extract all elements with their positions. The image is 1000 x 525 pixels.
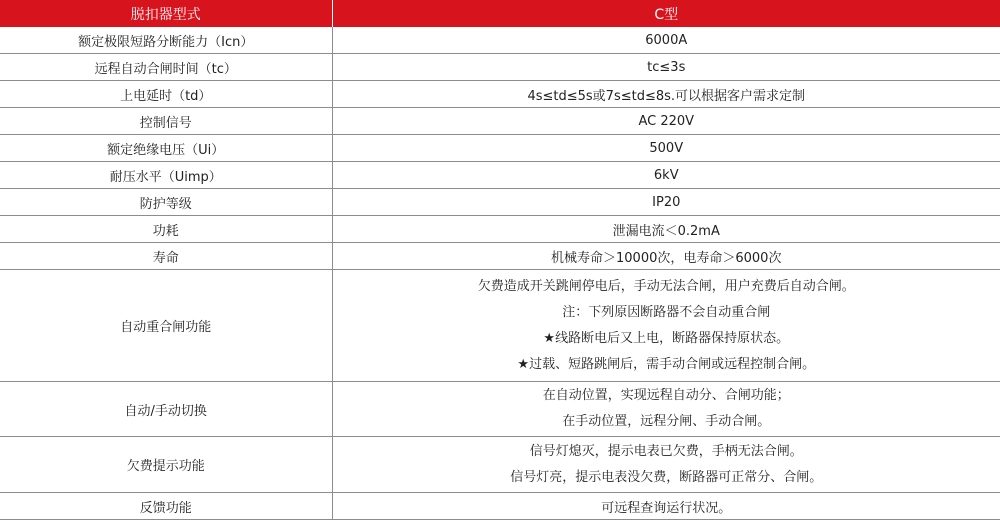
row-label: 远程自动合闸时间（tc） bbox=[0, 54, 332, 81]
row-value: 可远程查询运行状况。 bbox=[332, 493, 1000, 520]
row-label: 自动/手动切换 bbox=[0, 382, 332, 437]
row-value-line: 信号灯亮，提示电表没欠费，断路器可正常分、合闸。 bbox=[510, 469, 823, 485]
header-col-trip-type: 脱扣器型式 bbox=[0, 0, 332, 27]
row-value: 6000A bbox=[332, 27, 1000, 54]
row-value-line: ★过载、短路跳闸后，需手动合闸或远程控制合闸。 bbox=[517, 356, 816, 372]
table-row bbox=[0, 243, 1000, 270]
table-row bbox=[0, 81, 1000, 108]
row-value-multiline bbox=[332, 382, 1000, 437]
row-value-line: 信号灯熄灭，提示电表已欠费，手柄无法合闸。 bbox=[529, 443, 803, 459]
row-label: 耐压水平（Uimp） bbox=[0, 162, 332, 189]
table-row bbox=[0, 54, 1000, 81]
row-value: tc≤3s bbox=[332, 54, 1000, 81]
row-value: 6kV bbox=[332, 162, 1000, 189]
table-row-arrears bbox=[0, 437, 1000, 493]
row-label: 控制信号 bbox=[0, 108, 332, 135]
table-row bbox=[0, 162, 1000, 189]
table-row bbox=[0, 108, 1000, 135]
table-row-auto-manual bbox=[0, 382, 1000, 437]
row-value: IP20 bbox=[332, 189, 1000, 216]
table-row bbox=[0, 27, 1000, 54]
row-label: 欠费提示功能 bbox=[0, 437, 332, 493]
row-value-line: 欠费造成开关跳闸停电后，手动无法合闸，用户充费后自动合闸。 bbox=[477, 278, 855, 294]
row-label: 反馈功能 bbox=[0, 493, 332, 520]
row-label: 自动重合闸功能 bbox=[0, 270, 332, 382]
row-value-line: 在自动位置，实现远程自动分、合闸功能； bbox=[542, 388, 790, 403]
table-row bbox=[0, 135, 1000, 162]
row-value: 泄漏电流＜0.2mA bbox=[332, 216, 1000, 243]
row-label: 功耗 bbox=[0, 216, 332, 243]
row-label: 防护等级 bbox=[0, 189, 332, 216]
table-row-feedback bbox=[0, 493, 1000, 520]
row-value: 500V bbox=[332, 135, 1000, 162]
row-value-line: 在手动位置，远程分闸、手动合闸。 bbox=[562, 414, 771, 429]
row-label: 寿命 bbox=[0, 243, 332, 270]
row-value-line: 注：下列原因断路器不会自动重合闸 bbox=[562, 304, 771, 320]
row-value: 机械寿命＞10000次，电寿命＞6000次 bbox=[332, 243, 1000, 270]
table-row bbox=[0, 189, 1000, 216]
table-header-row bbox=[0, 0, 1000, 27]
table-row-auto-reclose bbox=[0, 270, 1000, 382]
row-value: AC 220V bbox=[332, 108, 1000, 135]
row-label: 额定绝缘电压（Ui） bbox=[0, 135, 332, 162]
row-value-line: ★线路断电后又上电，断路器保持原状态。 bbox=[543, 330, 790, 346]
row-value-multiline bbox=[332, 437, 1000, 493]
row-label: 额定极限短路分断能力（Icn） bbox=[0, 27, 332, 54]
header-col-c-type: C型 bbox=[332, 0, 1000, 27]
row-label: 上电延时（td） bbox=[0, 81, 332, 108]
row-value-multiline bbox=[332, 270, 1000, 382]
table-row bbox=[0, 216, 1000, 243]
row-value: 4s≤td≤5s或7s≤td≤8s.可以根据客户需求定制 bbox=[332, 81, 1000, 108]
